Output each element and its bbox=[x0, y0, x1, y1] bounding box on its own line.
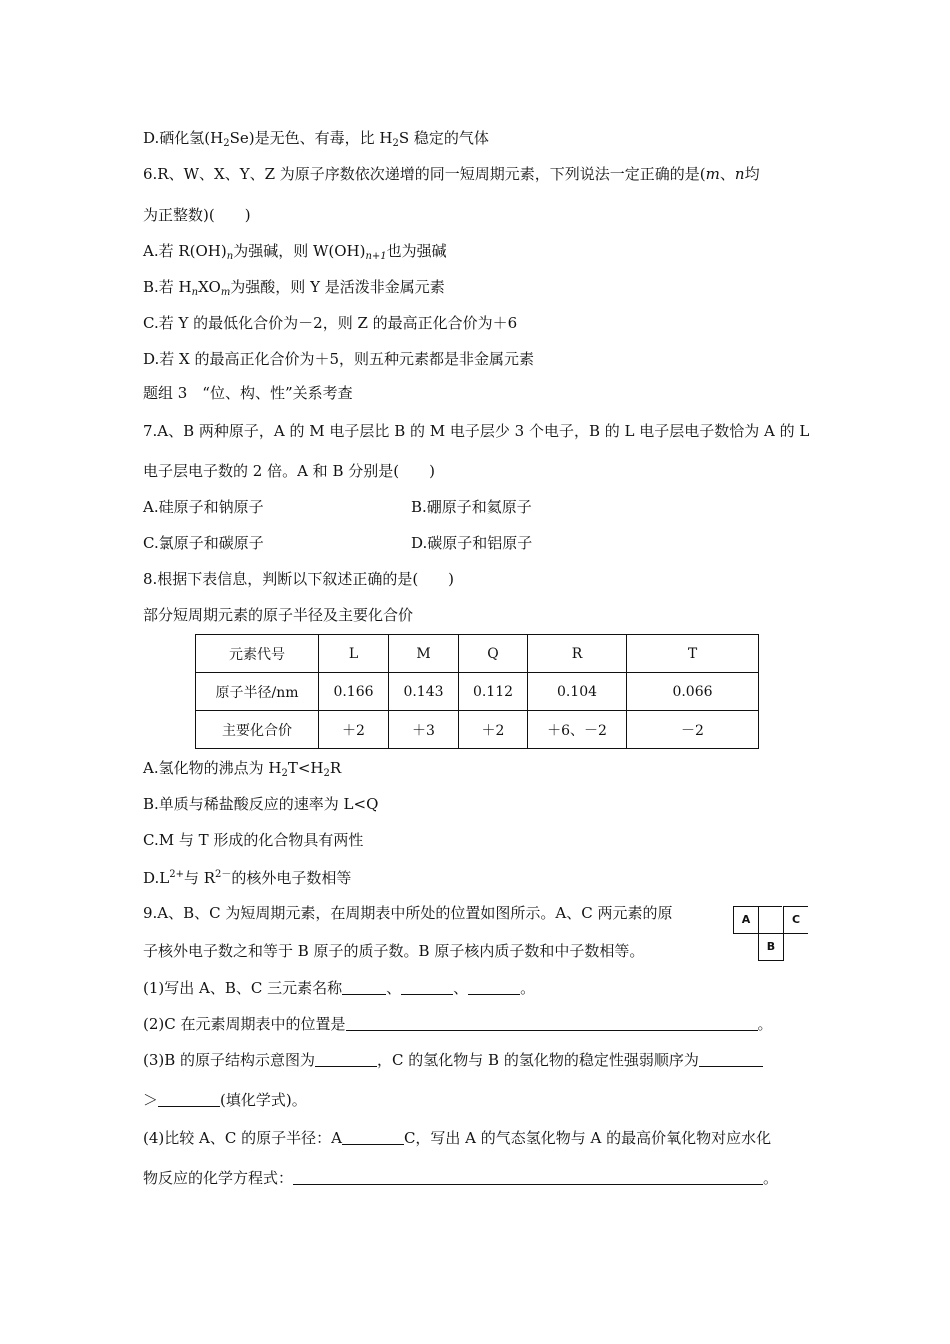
answer-blank[interactable] bbox=[342, 1129, 404, 1145]
table-row bbox=[196, 635, 759, 673]
grid-cell-b: B bbox=[758, 933, 784, 961]
answer-blank[interactable] bbox=[293, 1169, 763, 1185]
option-7b: B.硼原子和氦原子 bbox=[411, 498, 532, 516]
question-9-cont: 子核外电子数之和等于 B 原子的质子数。B 原子核内质子数和中子数相等。 bbox=[143, 942, 645, 960]
table-header-cell: M bbox=[389, 635, 459, 673]
table-row-label: 主要化合价 bbox=[196, 711, 319, 749]
option-7c: C.氯原子和碳原子 bbox=[143, 534, 264, 552]
question-7-cont: 电子层电子数的 2 倍。A 和 B 分别是( ) bbox=[143, 462, 435, 480]
answer-blank[interactable] bbox=[315, 1051, 377, 1067]
element-table bbox=[195, 634, 759, 749]
option-8c: C.M 与 T 形成的化合物具有两性 bbox=[143, 831, 364, 849]
answer-blank[interactable] bbox=[401, 979, 453, 995]
option-6d: D.若 X 的最高正化合价为＋5，则五种元素都是非金属元素 bbox=[143, 350, 535, 368]
table-header-cell: Q bbox=[459, 635, 528, 673]
grid-cell-empty bbox=[758, 906, 782, 934]
table-row bbox=[196, 673, 759, 711]
part-9-2: (2)C 在元素周期表中的位置是 。 bbox=[143, 1015, 773, 1033]
answer-blank[interactable] bbox=[699, 1051, 763, 1067]
table-cell: ＋2 bbox=[459, 711, 528, 749]
table-cell: 0.143 bbox=[389, 673, 459, 711]
option-6c: C.若 Y 的最低化合价为－2，则 Z 的最高正化合价为＋6 bbox=[143, 314, 518, 332]
table-cell: 0.112 bbox=[459, 673, 528, 711]
group-3-heading: 题组 3 “位、构、性”关系考查 bbox=[143, 384, 353, 402]
table-row bbox=[196, 711, 759, 749]
table-cell: 0.166 bbox=[319, 673, 389, 711]
table-cell: ＋6、－2 bbox=[528, 711, 627, 749]
grid-cell-a: A bbox=[733, 906, 759, 934]
part-9-4: (4)比较 A、C 的原子半径：A C，写出 A 的气态氢化物与 A 的最高价氧化物对应水化 bbox=[143, 1129, 772, 1147]
part-9-4-cont: 物反应的化学方程式： 。 bbox=[143, 1169, 779, 1187]
line-d5: D.硒化氢$(H_2Se)$是无色、有毒，比 $H_2S$ 稳定的气体 bbox=[143, 129, 489, 149]
part-9-1: (1)写出 A、B、C 三元素名称 、 、 。 bbox=[143, 979, 536, 997]
part-9-3: (3)B 的原子结构示意图为 ，C 的氢化物与 B 的氢化物的稳定性强弱顺序为 bbox=[143, 1050, 763, 1070]
table-cell: ＋2 bbox=[319, 711, 389, 749]
answer-blank[interactable] bbox=[346, 1015, 758, 1031]
table-header-cell: T bbox=[627, 635, 759, 673]
table-caption: 部分短周期元素的原子半径及主要化合价 bbox=[143, 606, 414, 624]
option-7d: D.碳原子和铝原子 bbox=[411, 534, 533, 552]
table-cell: 0.066 bbox=[627, 673, 759, 711]
answer-blank[interactable] bbox=[468, 979, 520, 995]
grid-cell-c: C bbox=[783, 906, 808, 934]
periodic-position-diagram bbox=[733, 906, 807, 960]
question-7: 7.A、B 两种原子，A 的 M 电子层比 B 的 M 电子层少 3 个电子，B 的 L 电子层电子数恰为 A 的 L bbox=[143, 422, 810, 440]
option-8d: $D.L^{2+}$与 $R^{2-}$的核外电子数相等 bbox=[143, 869, 352, 887]
answer-blank[interactable] bbox=[342, 979, 386, 995]
table-cell: ＋3 bbox=[389, 711, 459, 749]
question-9: 9.A、B、C 为短周期元素，在周期表中所处的位置如图所示。A、C 两元素的原 bbox=[143, 904, 673, 922]
part-9-3-cont: ＞ (填化学式)。 bbox=[143, 1091, 307, 1109]
table-row-label: 原子半径/nm bbox=[196, 673, 319, 711]
table-cell: 0.104 bbox=[528, 673, 627, 711]
question-6-cont: 为正整数)( ) bbox=[143, 206, 251, 224]
answer-blank[interactable] bbox=[158, 1091, 220, 1107]
table-header-cell: R bbox=[528, 635, 627, 673]
table-cell: －2 bbox=[627, 711, 759, 749]
question-6: 6.R、W、X、Y、Z 为原子序数依次递增的同一短周期元素，下列说法一定正确的是(m、n均 bbox=[143, 165, 760, 183]
question-8: 8.根据下表信息，判断以下叙述正确的是( ) bbox=[143, 570, 455, 588]
option-7a: A.硅原子和钠原子 bbox=[143, 498, 264, 516]
option-8a: A.氢化物的沸点为 $H_2T<H_2R$ bbox=[143, 759, 342, 779]
table-header-cell: L bbox=[319, 635, 389, 673]
table-header-cell: 元素代号 bbox=[196, 635, 319, 673]
option-8b: B.单质与稀盐酸反应的速率为 L<Q bbox=[143, 795, 379, 813]
option-6a: A.若 $R(OH)_n$为强碱，则 $W(OH)_{n+1}$也为强碱 bbox=[143, 242, 447, 262]
option-6b: B.若 $H_nXO_m$为强酸，则 Y 是活泼非金属元素 bbox=[143, 278, 445, 298]
